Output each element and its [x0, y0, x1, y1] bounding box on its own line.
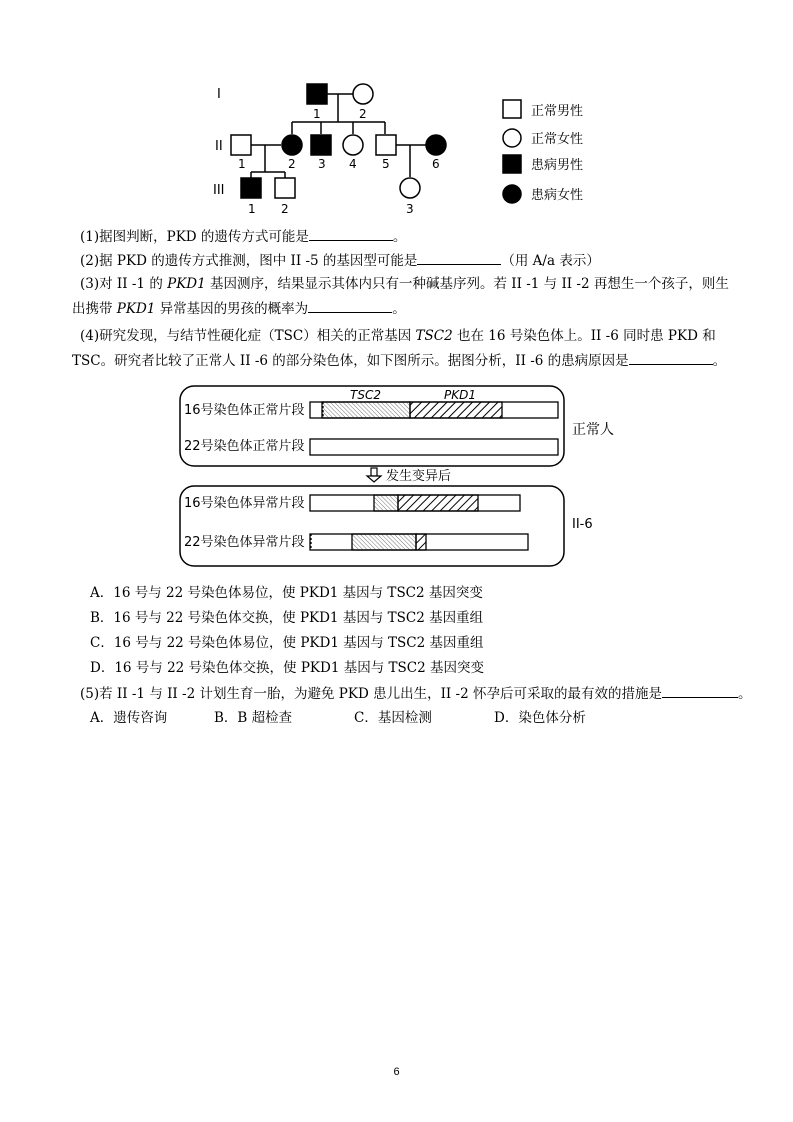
answer-blank-2[interactable] [417, 250, 501, 265]
gene-pkd1: PKD1 [167, 276, 206, 292]
answer-blank-5[interactable] [662, 683, 738, 698]
question-2: (2)据 PKD 的遗传方式推测，图中 II -5 的基因型可能是 （用 A/a 表示） [80, 250, 600, 271]
normal-group-label: 正常人 [572, 422, 614, 438]
question-4: (4)研究发现，与结节性硬化症（TSC）相关的正常基因 TSC2 也在 16 号染色体上。II -6 同时患 PKD 和 [80, 328, 716, 344]
question-4-cont: TSC。研究者比较了正常人 II -6 的部分染色体，如下图所示。据图分析，II -6 的患病原因是 。 [72, 350, 726, 371]
row-label-16-normal: 16号染色体正常片段 [184, 403, 305, 418]
pedigree-II-6 [426, 135, 446, 155]
question-3: (3)对 II -1 的 PKD1 基因测序，结果显示其体内只有一种碱基序列。若 II -1 与 II -2 再想生一个孩子，则生 [80, 276, 729, 292]
gen-label-II: II [215, 139, 223, 154]
pedigree-II-4 [343, 135, 363, 155]
num-II-1: 1 [238, 157, 246, 171]
tsc2-segment-normal [322, 402, 410, 418]
legend-label-affected-female: 患病女性 [531, 188, 584, 203]
row-label-22-abnormal: 22号染色体异常片段 [184, 535, 305, 550]
gene-tsc2: TSC2 [415, 328, 453, 344]
num-II-2: 2 [288, 157, 296, 171]
q4-option-a[interactable]: A．16 号与 22 号染色体易位，使 PKD1 基因与 TSC2 基因突变 [90, 585, 483, 601]
question-1: (1)据图判断，PKD 的遗传方式可能是 。 [80, 226, 406, 247]
square-filled-icon [503, 155, 521, 173]
pedigree-II-2 [282, 135, 302, 155]
pkd1-segment-abnormal-16 [398, 495, 478, 511]
pedigree-III-3 [400, 178, 420, 198]
q5-option-b[interactable]: B．B 超检查 [214, 710, 293, 726]
question-5: (5)若 II -1 与 II -2 计划生育一胎，为避免 PKD 患儿出生，II -2 怀孕后可采取的最有效的措施是 。 [80, 683, 751, 704]
pedigree-III-1 [241, 178, 261, 198]
num-I-2: 2 [359, 107, 367, 121]
answer-blank-4[interactable] [629, 350, 713, 365]
pedigree-legend [503, 100, 583, 203]
page-number: 6 [393, 1066, 400, 1078]
num-III-1: 1 [248, 202, 256, 216]
gene-pkd1: PKD1 [116, 301, 156, 317]
num-II-5: 5 [382, 157, 390, 171]
q4-option-c[interactable]: C．16 号与 22 号染色体易位，使 PKD1 基因与 TSC2 基因重组 [90, 635, 484, 651]
pkd1-fragment-abnormal-22 [416, 534, 426, 550]
question-3-cont: 出携带 PKD1 异常基因的男孩的概率为 。 [72, 298, 406, 319]
num-II-4: 4 [349, 157, 357, 171]
tsc2-fragment-abnormal-16 [374, 495, 398, 511]
pedigree-III-2 [275, 178, 295, 198]
pedigree-I-2 [353, 84, 373, 104]
num-III-3: 3 [406, 202, 414, 216]
circle-filled-icon [503, 185, 521, 203]
chromosome-diagram [178, 382, 638, 582]
gene-label-tsc2: TSC2 [350, 388, 381, 402]
pedigree-II-3 [311, 135, 331, 155]
down-arrow-icon [367, 468, 381, 482]
num-II-6: 6 [432, 157, 440, 171]
pedigree-II-1 [231, 135, 251, 155]
circle-open-icon [503, 129, 521, 147]
square-open-icon [503, 100, 521, 118]
q4-option-d[interactable]: D．16 号与 22 号染色体交换，使 PKD1 基因与 TSC2 基因突变 [90, 660, 484, 676]
q4-option-b[interactable]: B．16 号与 22 号染色体交换，使 PKD1 基因与 TSC2 基因重组 [90, 610, 484, 626]
q5-option-d[interactable]: D．染色体分析 [494, 710, 586, 726]
answer-blank-3[interactable] [308, 298, 392, 313]
legend-label-normal-female: 正常女性 [531, 132, 584, 147]
num-I-1: 1 [313, 107, 321, 121]
row-label-16-abnormal: 16号染色体异常片段 [184, 496, 305, 511]
legend-label-normal-male: 正常男性 [531, 104, 584, 119]
pedigree-chart [205, 74, 605, 224]
pedigree-II-5 [376, 135, 396, 155]
legend-label-affected-male: 患病男性 [531, 158, 584, 173]
question-1-text: (1)据图判断，PKD 的遗传方式可能是 [80, 229, 309, 245]
answer-blank-1[interactable] [309, 226, 393, 241]
gene-label-pkd1: PKD1 [444, 388, 476, 402]
q5-option-c[interactable]: C．基因检测 [354, 710, 432, 726]
pedigree-I-1 [307, 84, 327, 104]
question-5-text: (5)若 II -1 与 II -2 计划生育一胎，为避免 PKD 患儿出生，II -2 怀孕后可采取的最有效的措施是 [80, 686, 662, 702]
question-2-text: (2)据 PKD 的遗传方式推测，图中 II -5 的基因型可能是 [80, 253, 418, 269]
q5-option-a[interactable]: A．遗传咨询 [90, 710, 168, 726]
num-III-2: 2 [281, 202, 289, 216]
num-II-3: 3 [318, 157, 326, 171]
arrow-label: 发生变异后 [386, 469, 452, 484]
patient-group-label: II-6 [572, 517, 593, 532]
pkd1-segment-normal [410, 402, 502, 418]
row-label-22-normal: 22号染色体正常片段 [184, 439, 305, 454]
tsc2-segment-abnormal-22 [352, 534, 416, 550]
gen-label-I: I [217, 87, 221, 102]
gen-label-III: III [213, 183, 225, 198]
